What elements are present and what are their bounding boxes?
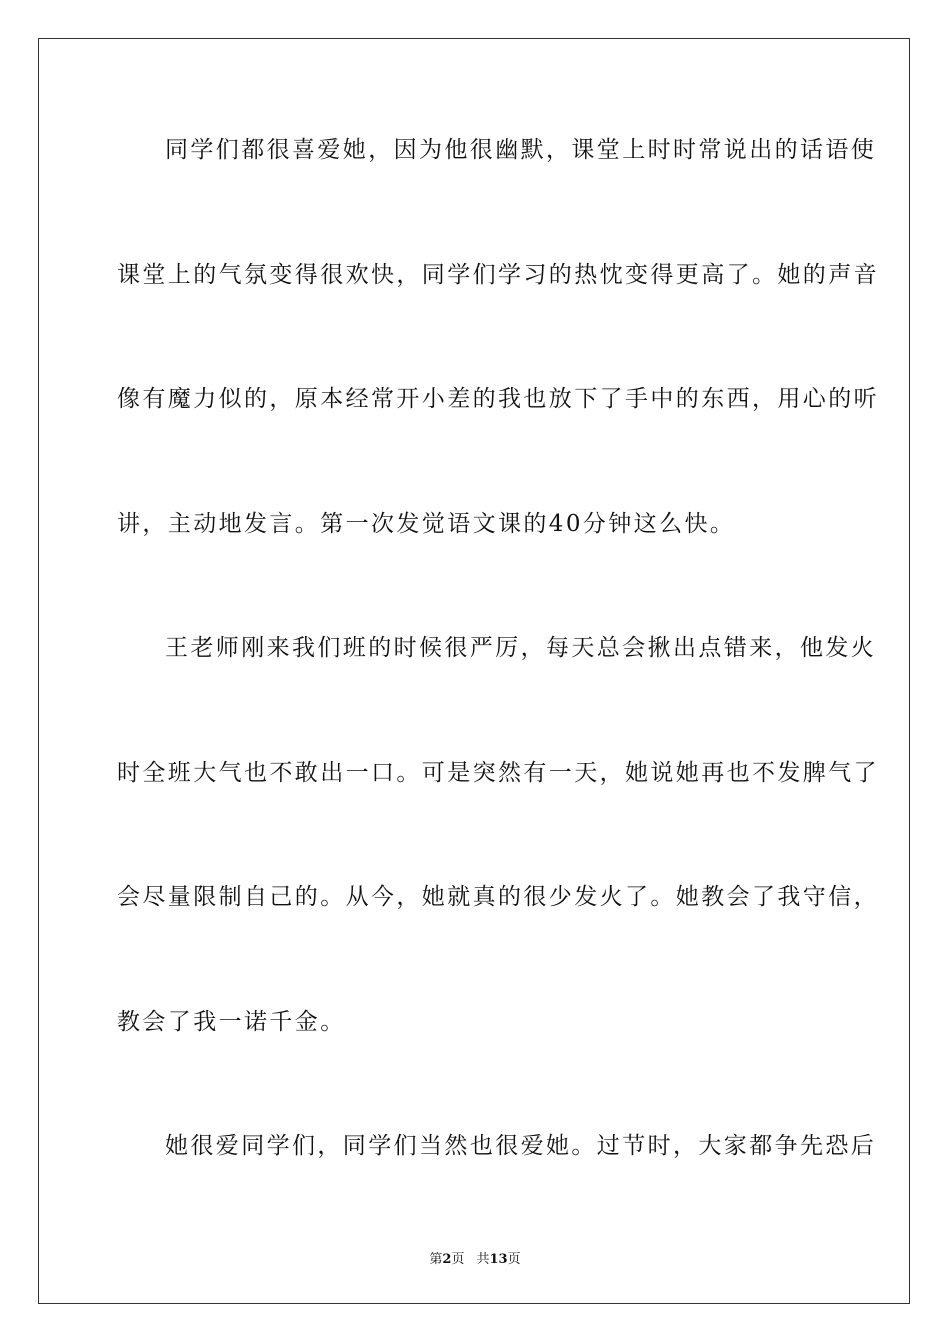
page-number: 2	[442, 1252, 452, 1267]
total-suffix: 页	[507, 1252, 521, 1267]
paragraph-1-line-3: 像有魔力似的，原本经常开小差的我也放下了手中的东西，用心的听	[117, 386, 879, 412]
paragraph-2-line-4: 教会了我一诺千金。	[117, 1009, 346, 1035]
paragraph-2-line-1: 王老师刚来我们班的时候很严厉，每天总会揪出点错来，他发火	[165, 635, 877, 661]
page-border	[38, 38, 910, 1304]
page-prefix: 第	[429, 1252, 443, 1267]
paragraph-1-line-4: 讲，主动地发言。第一次发觉语文课的40分钟这么快。	[117, 511, 736, 537]
total-pages: 13	[489, 1252, 508, 1267]
total-prefix: 共	[476, 1252, 490, 1267]
paragraph-1-line-1: 同学们都很喜爱她，因为他很幽默，课堂上时时常说出的话语使	[165, 137, 877, 163]
page-suffix: 页	[451, 1252, 465, 1267]
paragraph-1-line-2: 课堂上的气氛变得很欢快，同学们学习的热忱变得更高了。她的声音	[117, 262, 879, 288]
paragraph-2-line-2: 时全班大气也不敢出一口。可是突然有一天，她说她再也不发脾气了	[117, 760, 879, 786]
paragraph-3-line-1: 她很爱同学们，同学们当然也很爱她。过节时，大家都争先恐后	[165, 1133, 877, 1159]
page-footer	[0, 1248, 950, 1267]
paragraph-2-line-3: 会尽量限制自己的。从今，她就真的很少发火了。她教会了我守信，	[117, 884, 879, 910]
